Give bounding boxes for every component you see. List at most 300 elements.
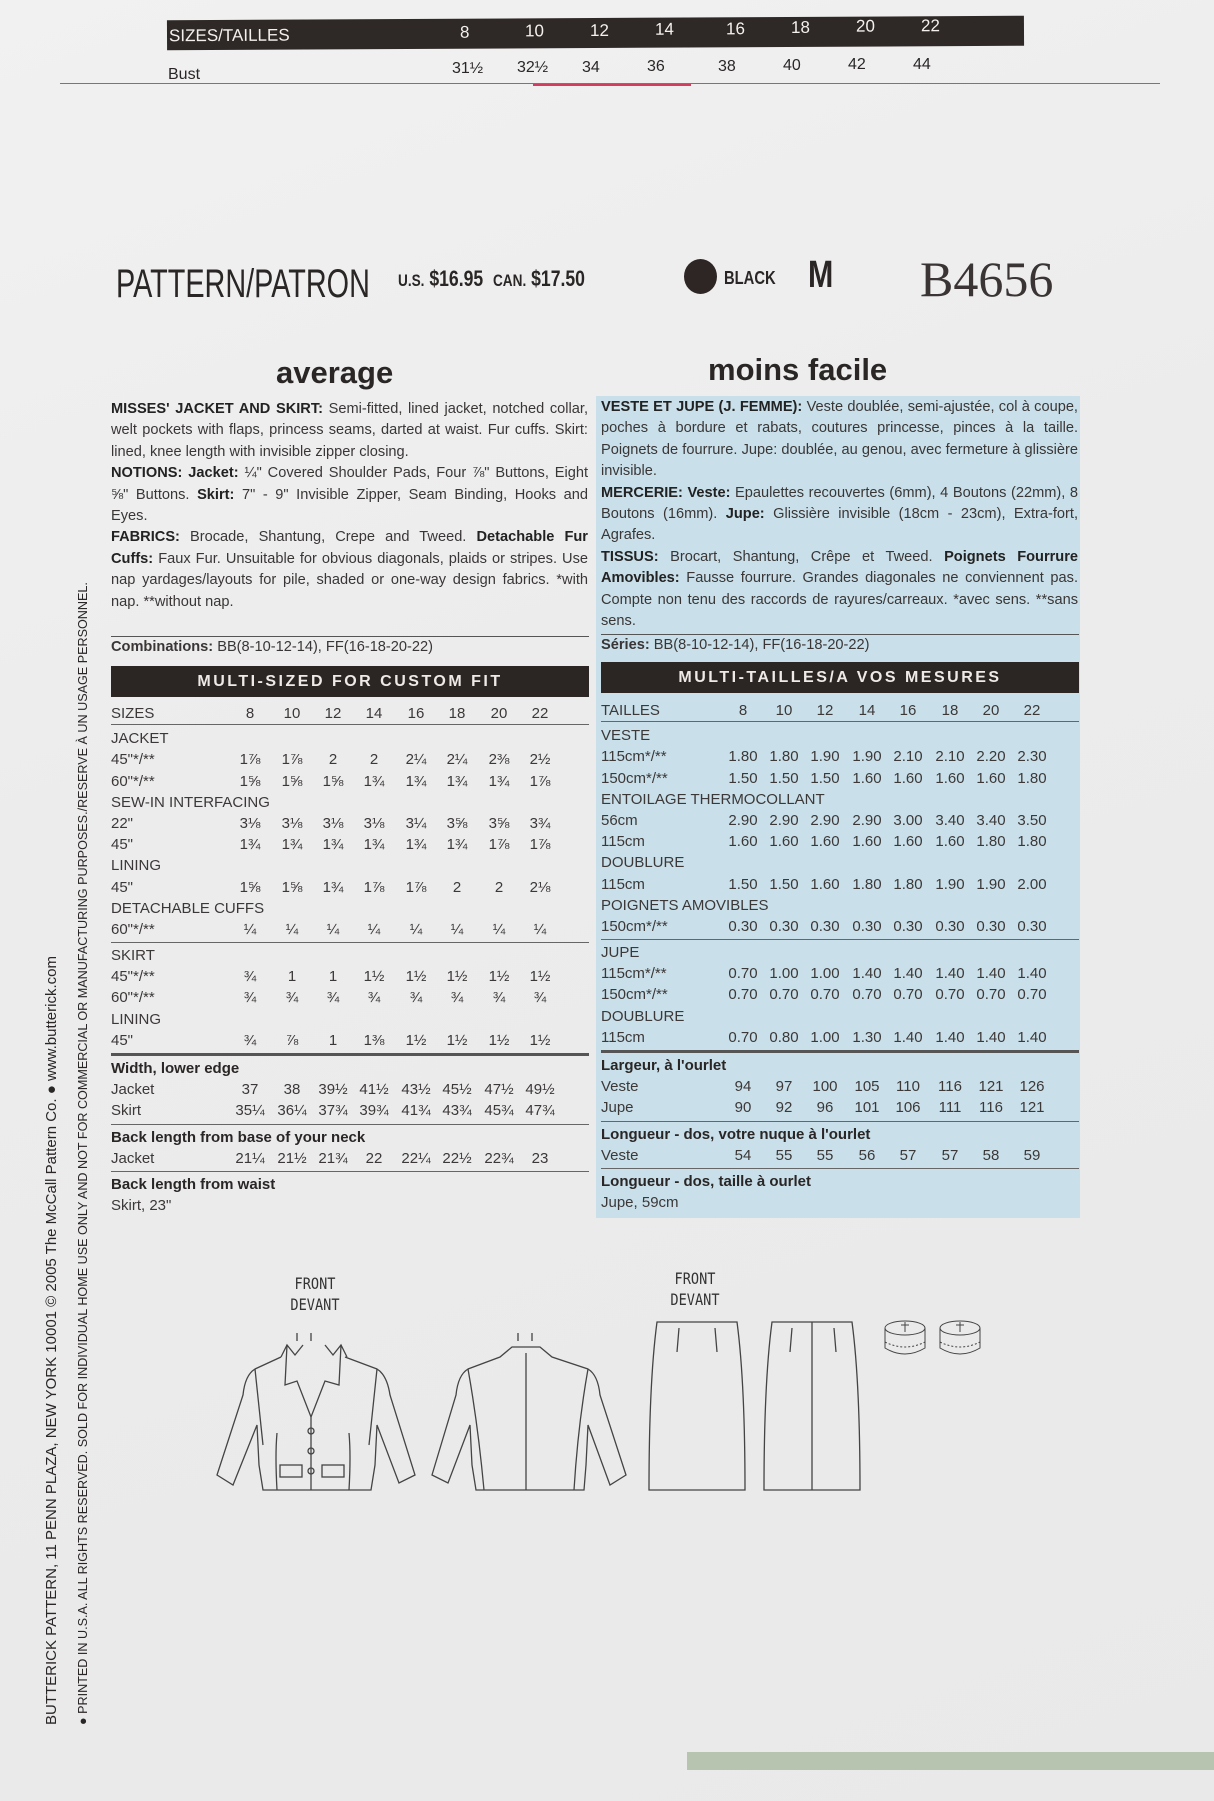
- row-label: 45"*/**: [111, 751, 155, 769]
- row-label: 150cm*/**: [601, 769, 668, 787]
- table-cell: 1¾: [322, 836, 344, 854]
- table-cell: 90: [734, 1099, 752, 1117]
- row-label: 60"*/**: [111, 920, 155, 938]
- table-cell: 56: [858, 1146, 876, 1164]
- notions-jacket-label: Jacket:: [188, 465, 239, 482]
- notions-skirt-label: Skirt:: [197, 486, 235, 503]
- table-header-label: TAILLES: [601, 702, 660, 719]
- skirt-front-drawing: [649, 1322, 745, 1490]
- table-cell: 1¾: [405, 836, 427, 854]
- table-cell: 1½: [446, 968, 468, 986]
- table-cell: 59: [1023, 1146, 1041, 1164]
- table-cell: 54: [734, 1146, 752, 1164]
- envelope-edge: [687, 1752, 1214, 1770]
- table-cell: 0.70: [935, 986, 965, 1004]
- us-price: $16.95: [429, 266, 484, 291]
- difficulty-french: moins facile: [708, 352, 888, 387]
- row-label: 115cm: [601, 1028, 645, 1046]
- row-label: Jacket: [111, 1081, 155, 1099]
- size-header-cell: 14: [858, 702, 876, 719]
- bust-cell: 32½: [517, 59, 549, 77]
- table-cell: 1.00: [769, 965, 799, 983]
- cuffs-title: Detachable Fur Cuffs:: [111, 529, 588, 567]
- desc-title: VESTE ET JUPE (J. FEMME):: [601, 399, 803, 415]
- table-cell: 37¾: [318, 1102, 348, 1120]
- table-cell: 39½: [318, 1081, 348, 1099]
- table-cell: 43¾: [442, 1102, 472, 1120]
- size-header-cell: 16: [725, 18, 745, 38]
- table-cell: 1.00: [810, 965, 840, 983]
- bust-cell: 44: [913, 55, 931, 73]
- table-cell: 1½: [529, 968, 551, 986]
- desc-title: MISSES' JACKET AND SKIRT:: [111, 401, 323, 417]
- publisher-line: BUTTERICK PATTERN, 11 PENN PLAZA, NEW YORK 10001 © 2005 The McCall Pattern Co. ● www.butterick.com: [43, 956, 60, 1725]
- table-cell: 1.60: [852, 769, 882, 787]
- row-label: DOUBLURE: [601, 1007, 685, 1025]
- table-cell: 57: [941, 1146, 959, 1164]
- table-cell: 1.80: [976, 833, 1006, 851]
- rights-line: ● PRINTED IN U.S.A. ALL RIGHTS RESERVED. SOLD FOR INDIVIDUAL HOME USE ONLY AND NOT FOR COMMERCIAL OR MANUFACTURING PURPOSES./RESERVE À UN USAGE PERSONNEL.: [76, 582, 90, 1725]
- table-cell: 1.60: [852, 833, 882, 851]
- table-cell: 1⅝: [239, 772, 261, 790]
- table-cell: 1¾: [363, 772, 385, 790]
- table-cell: 0.70: [893, 986, 923, 1004]
- table-cell: 1¾: [363, 836, 385, 854]
- table-cell: 21¼: [235, 1149, 265, 1167]
- table-cell: 2.90: [769, 811, 799, 829]
- bust-cell: 38: [718, 57, 736, 75]
- table-cell: 47½: [484, 1081, 514, 1099]
- table-cell: 1¾: [446, 836, 468, 854]
- section-title: Back length from waist: [111, 1175, 276, 1193]
- table-cell: 1.60: [769, 833, 799, 851]
- section-title: Width, lower edge: [111, 1060, 240, 1077]
- color-label: BLACK: [724, 268, 776, 288]
- row-label: Veste: [601, 1078, 639, 1096]
- fabrics-text: Brocade, Shantung, Crepe and Tweed.: [190, 529, 467, 546]
- notions-title: NOTIONS:: [111, 465, 183, 482]
- table-cell: 0.30: [728, 917, 758, 935]
- table-cell: 2.10: [893, 748, 923, 766]
- table-cell: 0.70: [728, 965, 758, 983]
- table-cell: 1.40: [1017, 965, 1047, 983]
- table-cell: 1.60: [810, 875, 840, 893]
- table-cell: ¾: [243, 968, 257, 986]
- table-cell: 1⅞: [239, 751, 261, 769]
- table-cell: 1¾: [446, 772, 468, 790]
- table-cell: 1¾: [239, 836, 261, 854]
- table-cell: 21½: [277, 1149, 307, 1167]
- table-cell: 1½: [363, 968, 385, 986]
- table-cell: 2: [328, 751, 338, 769]
- size-header-cell: 12: [324, 705, 342, 722]
- table-cell: 1.80: [852, 875, 882, 893]
- table-cell: ¾: [492, 989, 506, 1007]
- table-cell: ¼: [326, 920, 340, 938]
- table-cell: 1½: [405, 1031, 427, 1049]
- size-header-cell: 8: [738, 702, 748, 719]
- table-cell: ¼: [492, 920, 506, 938]
- row-label: SKIRT: [111, 947, 155, 965]
- table-cell: 1⅝: [239, 878, 261, 896]
- table-cell: 1: [287, 968, 297, 986]
- size-header-cell: 22: [1023, 702, 1041, 719]
- row-label: 150cm*/**: [601, 986, 668, 1004]
- table-cell: 116: [938, 1078, 962, 1096]
- bust-cell: 42: [848, 56, 866, 74]
- table-cell: 1¾: [488, 772, 510, 790]
- table-cell: 41½: [359, 1081, 389, 1099]
- table-cell: ¾: [243, 989, 257, 1007]
- table-cell: ¼: [450, 920, 464, 938]
- table-cell: 1: [328, 968, 338, 986]
- row-label: JACKET: [111, 730, 169, 748]
- table-cell: 97: [775, 1078, 793, 1096]
- table-cell: 1.50: [769, 875, 799, 893]
- bust-cell: 40: [783, 57, 801, 74]
- table-cell: 1.80: [1017, 833, 1047, 851]
- table-cell: 1⅜: [363, 1031, 385, 1049]
- size-header-cell: 16: [407, 705, 425, 722]
- notions-jacket-label: Veste:: [687, 484, 731, 501]
- table-cell: ¼: [533, 920, 547, 938]
- table-cell: 1.60: [976, 769, 1006, 787]
- combinations: Combinations: BB(8-10-12-14), FF(16-18-20-22): [111, 639, 433, 655]
- table-cell: 21¾: [318, 1149, 348, 1167]
- table-cell: 0.30: [935, 917, 965, 935]
- table-cell: 0.30: [1017, 917, 1047, 935]
- skirt-back-drawing: [764, 1322, 860, 1490]
- table-cell: 1.40: [976, 1028, 1006, 1046]
- table-cell: 39¾: [359, 1102, 389, 1120]
- table-cell: 2.90: [728, 811, 758, 829]
- table-cell: 3⅝: [488, 814, 510, 832]
- table-cell: 1⅞: [281, 751, 303, 769]
- table-cell: 1.60: [893, 833, 923, 851]
- table-cell: 1.30: [852, 1028, 882, 1046]
- fabrics-title: FABRICS:: [111, 529, 180, 546]
- notions-skirt: Glissière invisible (18cm - 23cm), Extra-fort, Agrafes.: [601, 506, 1078, 544]
- table-cell: 22: [365, 1149, 383, 1167]
- table-cell: 2¼: [405, 751, 427, 769]
- table-cell: 3.40: [935, 811, 965, 829]
- table-cell: 1.40: [893, 965, 923, 983]
- can-label: CAN.: [492, 271, 527, 290]
- table-cell: 2½: [529, 751, 551, 769]
- table-cell: 101: [854, 1099, 880, 1117]
- table-cell: 1.60: [893, 769, 923, 787]
- table-cell: ¼: [409, 920, 423, 938]
- notions-skirt-label: Jupe:: [725, 506, 765, 523]
- notions-jacket: Epaulettes recouvertes (6mm), 4 Boutons (22mm), 8 Boutons (16mm).: [601, 484, 1078, 523]
- table-cell: 1.00: [810, 1028, 840, 1046]
- table-cell: 2: [369, 751, 379, 769]
- table-cell: 0.30: [810, 917, 840, 935]
- table-cell: 1½: [529, 1031, 551, 1049]
- table-cell: ¾: [367, 989, 381, 1007]
- row-label: Jacket: [111, 1149, 155, 1167]
- table-cell: 36¼: [277, 1102, 307, 1120]
- row-label: Veste: [601, 1146, 639, 1164]
- table-cell: 0.70: [728, 1028, 758, 1046]
- table-cell: 0.30: [769, 917, 799, 935]
- table-cell: 2⅛: [529, 878, 551, 896]
- row-label: 45": [111, 836, 134, 854]
- size-header-cell: 20: [490, 705, 508, 722]
- table-cell: 1.60: [935, 833, 965, 851]
- row-label: 115cm: [601, 833, 645, 851]
- size-header-cell: 22: [531, 705, 549, 722]
- row-label: 56cm: [601, 811, 638, 829]
- multi-sized-bar: MULTI-SIZED FOR CUSTOM FIT: [111, 666, 589, 697]
- size-header-cell: 14: [654, 19, 674, 39]
- table-cell: 1¾: [322, 878, 344, 896]
- table-cell: 1.90: [935, 875, 965, 893]
- table-cell: 116: [979, 1099, 1003, 1117]
- table-cell: 22¾: [484, 1149, 514, 1167]
- table-cell: 57: [899, 1146, 917, 1164]
- table-cell: 0.70: [852, 986, 882, 1004]
- table-cell: 3⅛: [239, 814, 261, 832]
- can-price: $17.50: [531, 266, 585, 291]
- table-cell: 1⅝: [281, 878, 303, 896]
- table-cell: 2.90: [852, 811, 882, 829]
- fur-cuffs-drawing: [885, 1321, 980, 1354]
- table-cell: ¼: [285, 920, 299, 938]
- size-header-cell: 12: [589, 20, 609, 40]
- bust-cell: 34: [582, 58, 600, 76]
- row-label: 150cm*/**: [601, 917, 668, 935]
- table-cell: 3⅛: [281, 814, 303, 832]
- size-header-cell: 20: [855, 16, 875, 37]
- row-label: Jupe: [601, 1099, 634, 1117]
- table-cell: ¼: [367, 920, 381, 938]
- table-cell: 1½: [488, 1031, 510, 1049]
- table-cell: 1⅞: [488, 836, 510, 854]
- row-label: Skirt, 23": [111, 1197, 172, 1215]
- row-label: 115cm: [601, 875, 645, 893]
- table-cell: 1¾: [405, 772, 427, 790]
- table-cell: ¼: [243, 920, 257, 938]
- table-cell: 1.40: [935, 1028, 965, 1046]
- table-cell: 1.40: [976, 965, 1006, 983]
- table-cell: 41¾: [401, 1102, 431, 1120]
- cuffs-text: Fausse fourrure. Grandes diagonales ne conviennent pas. Compte non tenu des raccords de rayures/carreaux. *avec sens. **sans sens.: [601, 570, 1078, 630]
- table-cell: 100: [812, 1078, 838, 1096]
- row-label: VESTE: [601, 727, 651, 745]
- table-cell: 0.70: [810, 986, 840, 1004]
- table-cell: 3.40: [976, 811, 1006, 829]
- table-cell: 1¾: [281, 836, 303, 854]
- size-header-cell: 22: [920, 16, 940, 36]
- table-cell: 92: [775, 1099, 793, 1117]
- table-cell: 58: [982, 1146, 1000, 1164]
- size-header-cell: 18: [790, 17, 810, 37]
- desc-text: Veste doublée, semi-ajustée, col à coupe, poches à bordure et rabats, coutures princesse, pinces à la taille. Poignets de fourrure. Jupe: doublée, au genou, avec fermeture à glissière invisible.: [601, 399, 1078, 480]
- table-cell: 1.50: [810, 769, 840, 787]
- table-cell: 2: [452, 878, 462, 896]
- table-cell: 2¼: [446, 751, 468, 769]
- table-cell: 3⅛: [363, 814, 385, 832]
- table-cell: 1½: [446, 1031, 468, 1049]
- notions-title: MERCERIE:: [601, 484, 683, 501]
- table-cell: 1⅝: [281, 772, 303, 790]
- table-cell: ⅞: [285, 1031, 299, 1049]
- table-cell: 1.90: [852, 748, 882, 766]
- table-cell: ¾: [285, 989, 299, 1007]
- us-label: U.S.: [398, 271, 425, 290]
- table-cell: 2.90: [810, 811, 840, 829]
- table-cell: ¾: [450, 989, 464, 1007]
- table-cell: 1.50: [728, 769, 758, 787]
- table-cell: 0.70: [1017, 986, 1047, 1004]
- table-cell: 55: [775, 1146, 793, 1164]
- row-label: POIGNETS AMOVIBLES: [601, 896, 769, 914]
- table-cell: 37: [241, 1081, 259, 1099]
- bust-label: Bust: [168, 66, 201, 83]
- row-label: Jupe, 59cm: [601, 1194, 679, 1212]
- table-cell: 1.80: [893, 875, 923, 893]
- table-cell: 0.80: [769, 1028, 799, 1046]
- size-header-cell: 10: [283, 705, 301, 722]
- row-label: 45"*/**: [111, 968, 155, 986]
- table-cell: 35¼: [235, 1102, 265, 1120]
- table-cell: 3¾: [529, 814, 551, 832]
- table-cell: 38: [283, 1081, 301, 1099]
- table-cell: 47¾: [525, 1102, 555, 1120]
- notions-skirt: 7" - 9" Invisible Zipper, Seam Binding, Hooks and Eyes.: [111, 486, 589, 525]
- table-cell: 43½: [401, 1081, 431, 1099]
- table-cell: ¾: [533, 989, 547, 1007]
- size-header-cell: 8: [459, 22, 470, 42]
- table-cell: ¾: [326, 989, 340, 1007]
- table-cell: 0.30: [852, 917, 882, 935]
- row-label: ENTOILAGE THERMOCOLLANT: [601, 790, 825, 808]
- table-cell: 1⅞: [529, 836, 551, 854]
- size-header-cell: 14: [365, 705, 383, 722]
- table-cell: ¾: [243, 1031, 257, 1049]
- table-cell: 1.90: [976, 875, 1006, 893]
- row-label: 115cm*/**: [601, 748, 667, 766]
- row-label: 45": [111, 1031, 134, 1049]
- table-cell: 1⅞: [405, 878, 427, 896]
- jacket-front-label: FRONT DEVANT: [290, 1274, 340, 1314]
- table-cell: ¾: [409, 989, 423, 1007]
- table-cell: 3.00: [893, 811, 923, 829]
- table-header-label: SIZES: [111, 705, 155, 722]
- row-label: Skirt: [111, 1102, 141, 1120]
- row-label: DOUBLURE: [601, 854, 685, 872]
- table-cell: 126: [1019, 1078, 1045, 1096]
- table-cell: 22¼: [401, 1149, 431, 1167]
- table-cell: 0.70: [976, 986, 1006, 1004]
- jacket-front-drawing: [217, 1333, 415, 1490]
- table-cell: 1.80: [769, 748, 799, 766]
- section-title: Longueur - dos, taille à ourlet: [601, 1172, 812, 1190]
- bust-cell: 31½: [452, 60, 484, 77]
- row-label: JUPE: [601, 944, 640, 962]
- size-header-cell: 12: [816, 702, 834, 719]
- table-cell: 1.60: [935, 769, 965, 787]
- difficulty-english: average: [276, 355, 394, 390]
- table-cell: 3.50: [1017, 811, 1047, 829]
- table-cell: 106: [895, 1099, 921, 1117]
- size-header-cell: 16: [899, 702, 917, 719]
- table-cell: 1½: [488, 968, 510, 986]
- table-cell: 45¾: [484, 1102, 514, 1120]
- section-title: Back length from base of your neck: [111, 1128, 366, 1146]
- table-cell: 1.60: [728, 833, 758, 851]
- table-cell: 3¼: [405, 814, 427, 832]
- table-cell: 2.10: [935, 748, 965, 766]
- table-cell: 1.40: [1017, 1028, 1047, 1046]
- series: Séries: BB(8-10-12-14), FF(16-18-20-22): [601, 637, 870, 653]
- table-cell: 45½: [442, 1081, 472, 1099]
- pattern-label: PATTERN/PATRON: [116, 262, 370, 306]
- size-header-cell: 18: [448, 705, 466, 722]
- table-cell: 1½: [405, 968, 427, 986]
- row-label: 60"*/**: [111, 772, 155, 790]
- table-cell: 0.70: [769, 986, 799, 1004]
- table-cell: 121: [978, 1078, 1004, 1096]
- size-header-cell: 10: [775, 702, 793, 719]
- table-cell: 1.90: [810, 748, 840, 766]
- table-cell: 1.50: [769, 769, 799, 787]
- table-cell: 2: [494, 878, 504, 896]
- table-cell: 105: [854, 1078, 880, 1096]
- size-header-cell: 20: [982, 702, 1000, 719]
- table-cell: 1.60: [810, 833, 840, 851]
- table-cell: 0.30: [976, 917, 1006, 935]
- section-title: Longueur - dos, votre nuque à l'ourlet: [601, 1125, 871, 1143]
- table-cell: 2⅜: [488, 751, 510, 769]
- section-title: Largeur, à l'ourlet: [601, 1057, 727, 1074]
- cuffs-title: Poignets Fourrure Amovibles:: [601, 548, 1079, 587]
- size-chart-header-label: SIZES/TAILLES: [168, 25, 290, 46]
- row-label: DETACHABLE CUFFS: [111, 899, 265, 917]
- table-cell: 0.30: [893, 917, 923, 935]
- table-cell: 23: [531, 1149, 549, 1167]
- table-cell: 1.40: [935, 965, 965, 983]
- fabrics-text: Brocart, Shantung, Crêpe et Tweed.: [670, 548, 933, 565]
- table-cell: 2.20: [976, 748, 1006, 766]
- multi-tailles-bar: MULTI-TAILLES/A VOS MESURES: [601, 662, 1079, 693]
- cuffs-text: Faux Fur. Unsuitable for obvious diagonals, plaids or stripes. Use nap yardages/layouts for pile, shaded or one-way design fabrics. *with nap. **without nap.: [111, 550, 589, 610]
- desc-text: Semi-fitted, lined jacket, notched collar, welt pockets with flaps, princess seams, darted at waist. Fur cuffs. Skirt: lined, knee length with invisible zipper closing.: [111, 401, 589, 460]
- table-cell: 1⅝: [322, 772, 344, 790]
- table-cell: 22½: [442, 1149, 472, 1167]
- size-header-cell: 8: [245, 705, 255, 722]
- table-cell: 3⅝: [446, 814, 468, 832]
- size-code: M: [808, 254, 834, 296]
- table-cell: 1⅞: [529, 772, 551, 790]
- table-cell: 2.00: [1017, 875, 1047, 893]
- table-cell: 1⅞: [363, 878, 385, 896]
- table-cell: 94: [734, 1078, 752, 1096]
- pattern-number: B4656: [920, 251, 1054, 307]
- fabrics-title: TISSUS:: [601, 548, 659, 565]
- row-label: 60"*/**: [111, 989, 155, 1007]
- bust-cell: 36: [647, 58, 665, 76]
- table-cell: 3⅛: [322, 814, 344, 832]
- row-label: 22": [111, 814, 134, 832]
- table-cell: 1.80: [1017, 769, 1047, 787]
- size-header-cell: 10: [524, 21, 544, 41]
- table-cell: 121: [1019, 1099, 1045, 1117]
- notions-jacket: ¼" Covered Shoulder Pads, Four ⅞" Buttons, Eight ⅝" Buttons.: [111, 465, 589, 503]
- table-cell: 1.40: [852, 965, 882, 983]
- table-cell: 49½: [525, 1081, 555, 1099]
